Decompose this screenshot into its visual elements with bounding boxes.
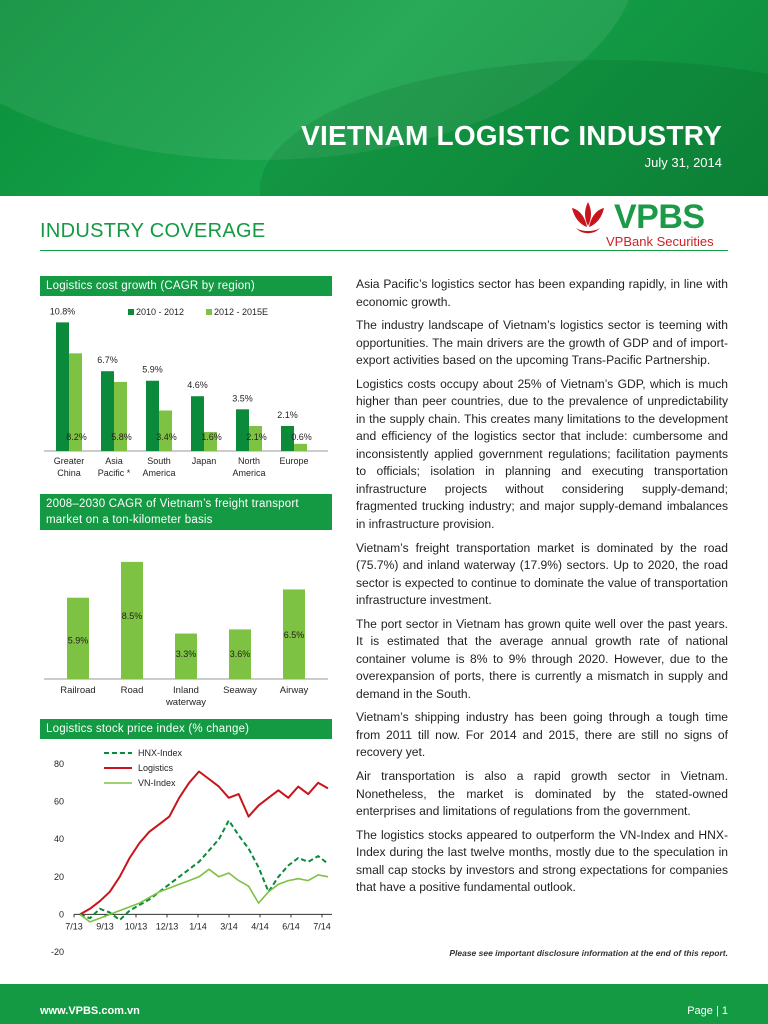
x-tick-label: 10/13 (124, 921, 148, 932)
x-tick-label: 9/13 (96, 921, 114, 932)
data-label: 6.7% (97, 355, 118, 366)
logo-wordmark: VPBS (614, 198, 705, 236)
footer (0, 984, 768, 1024)
body-paragraph: Vietnam’s shipping industry has been going through a tough time from 2011 till now. For 2014 and 2015, there are still no signs of recovery yet. (356, 710, 728, 760)
data-label: 2.1% (277, 409, 298, 420)
tick-label: Road (120, 685, 144, 696)
data-label: 3.5% (232, 393, 253, 404)
data-label: 6.5% (283, 629, 305, 640)
body-paragraph: Asia Pacific’s logistics sector has been expanding rapidly, in line with economic growth. (356, 277, 728, 309)
legend-label: 2012 - 2015E (214, 307, 269, 317)
tick-label: North (237, 456, 261, 466)
y-tick-label: 60 (53, 796, 64, 807)
data-label: 5.8% (111, 432, 132, 442)
y-tick-label: 40 (53, 834, 64, 845)
tick-label: waterway (165, 697, 207, 708)
tick-label: Asia (105, 456, 123, 466)
lotus-petal-center (585, 202, 591, 226)
freight-cagr-chart (40, 530, 332, 714)
data-label: 10.8% (49, 306, 76, 317)
logistics-cost-growth-chart (40, 296, 332, 486)
body-text (356, 276, 728, 903)
legend-label: VN-Index (138, 778, 176, 788)
chart2-heading: 2008–2030 CAGR of Vietnam’s freight transport market on a ton-kilometer basis (40, 494, 332, 530)
chart1-heading: Logistics cost growth (CAGR by region) (40, 276, 332, 296)
x-tick-label: 7/13 (65, 921, 83, 932)
header-banner (0, 0, 768, 196)
vpbs-logo (568, 198, 728, 250)
chart3-heading: Logistics stock price index (% change) (40, 719, 332, 739)
section-divider (40, 250, 728, 251)
section-title: INDUSTRY COVERAGE (40, 220, 266, 242)
tick-label: Seaway (223, 685, 257, 696)
body-paragraph: Vietnam’s freight transportation market is dominated by the road (75.7%) and inland waterway (17.9%) sectors. Up to 2020, the road sector is expected to continue to dominate the value of transportation infrastructure investment. (356, 540, 728, 608)
report-date: July 31, 2014 (644, 155, 722, 170)
x-tick-label: 6/14 (282, 921, 300, 932)
series-line (80, 772, 328, 915)
tick-label: Japan (191, 456, 217, 466)
tick-label: Railroad (60, 685, 96, 696)
y-tick-label: 80 (53, 759, 64, 769)
tick-label: China (57, 468, 81, 478)
y-tick-label: -20 (50, 947, 64, 957)
bar (294, 444, 307, 451)
tick-label: America (232, 468, 266, 478)
legend-label: Logistics (138, 763, 174, 773)
legend-swatch (128, 309, 134, 315)
footer-url[interactable]: www.VPBS.com.vn (40, 1005, 140, 1017)
y-tick-label: 0 (58, 909, 64, 920)
stock-index-chart (40, 738, 332, 960)
body-paragraph: The logistics stocks appeared to outperform the VN-Index and HNX-Index during the last twelve months, mostly due to the speculation in small cap stocks by investors and strong expectations for companies that have a positive fundamental outlook. (356, 827, 728, 895)
body-paragraph: Logistics costs occupy about 25% of Vietnam’s GDP, which is much higher than peer countries, due to the prevalence of unpredictability in the supply chain. This creates many limitations to the development and efficiency of the logistics sector that include: cumbersome and inconsistently applied government regulations; facilitation payments to officials; isolation in planning and executing transportation infrastructure projects without considering supply-demand; fragmented trucking industry; and major supply-demand imbalances in infrastructure provision. (356, 376, 728, 531)
x-tick-label: 12/13 (155, 921, 179, 932)
body-paragraph: The port sector in Vietnam has grown quite well over the past years. It is estimated that the average annual growth rate of national container volume is 8% to 9% through 2020. However, due to the overexpansion of ports, there is currently a mismatch in supply and demand in the South. (356, 616, 728, 701)
data-label: 3.6% (229, 649, 251, 659)
data-label: 8.2% (66, 432, 87, 442)
bar (236, 409, 249, 451)
data-label: 3.4% (156, 432, 177, 442)
data-label: 5.9% (142, 364, 163, 375)
x-tick-label: 3/14 (220, 921, 238, 932)
disclaimer: Please see important disclosure information at the end of this report. (449, 948, 728, 958)
tick-label: South (147, 456, 171, 466)
bar (159, 411, 172, 451)
tick-label: Inland (173, 685, 199, 696)
body-paragraph: The industry landscape of Vietnam’s logistics sector is teeming with opportunities. The main drivers are the growth of GDP and of import-export activities based on the upcoming Trans-Pacific Partnership. (356, 318, 728, 368)
data-label: 8.5% (121, 611, 143, 622)
data-label: 5.9% (67, 635, 89, 646)
body-paragraph: Air transportation is also a rapid growth sector in Vietnam. Nonetheless, the market is dominated by the stated-owned enterprises and limitations of regulations from the government. (356, 769, 728, 819)
x-tick-label: 1/14 (189, 921, 207, 932)
tick-label: Greater (53, 456, 85, 466)
x-tick-label: 7/14 (313, 921, 331, 932)
bar (191, 396, 204, 451)
page-number: Page | 1 (687, 1005, 728, 1017)
lotus-petal-right (589, 208, 604, 227)
data-label: 4.6% (187, 380, 208, 391)
legend-swatch (206, 309, 212, 315)
lotus-icon (568, 200, 608, 236)
tick-label: Pacific * (97, 468, 131, 478)
tick-label: Europe (279, 456, 309, 466)
tick-label: America (142, 468, 176, 478)
data-label: 0.6% (291, 432, 312, 442)
report-title: VIETNAM LOGISTIC INDUSTRY (301, 120, 722, 151)
logo-subtitle: VPBank Securities (606, 234, 714, 249)
tick-label: Airway (279, 685, 309, 696)
lotus-base (576, 228, 600, 233)
y-tick-label: 20 (53, 871, 64, 882)
series-line (80, 820, 328, 920)
legend-label: HNX-Index (138, 748, 183, 758)
x-tick-label: 4/14 (251, 921, 269, 932)
data-label: 1.6% (201, 432, 222, 442)
data-label: 2.1% (246, 432, 267, 442)
legend-label: 2010 - 2012 (136, 307, 185, 317)
data-label: 3.3% (175, 649, 197, 659)
lotus-petal-left (572, 208, 587, 227)
